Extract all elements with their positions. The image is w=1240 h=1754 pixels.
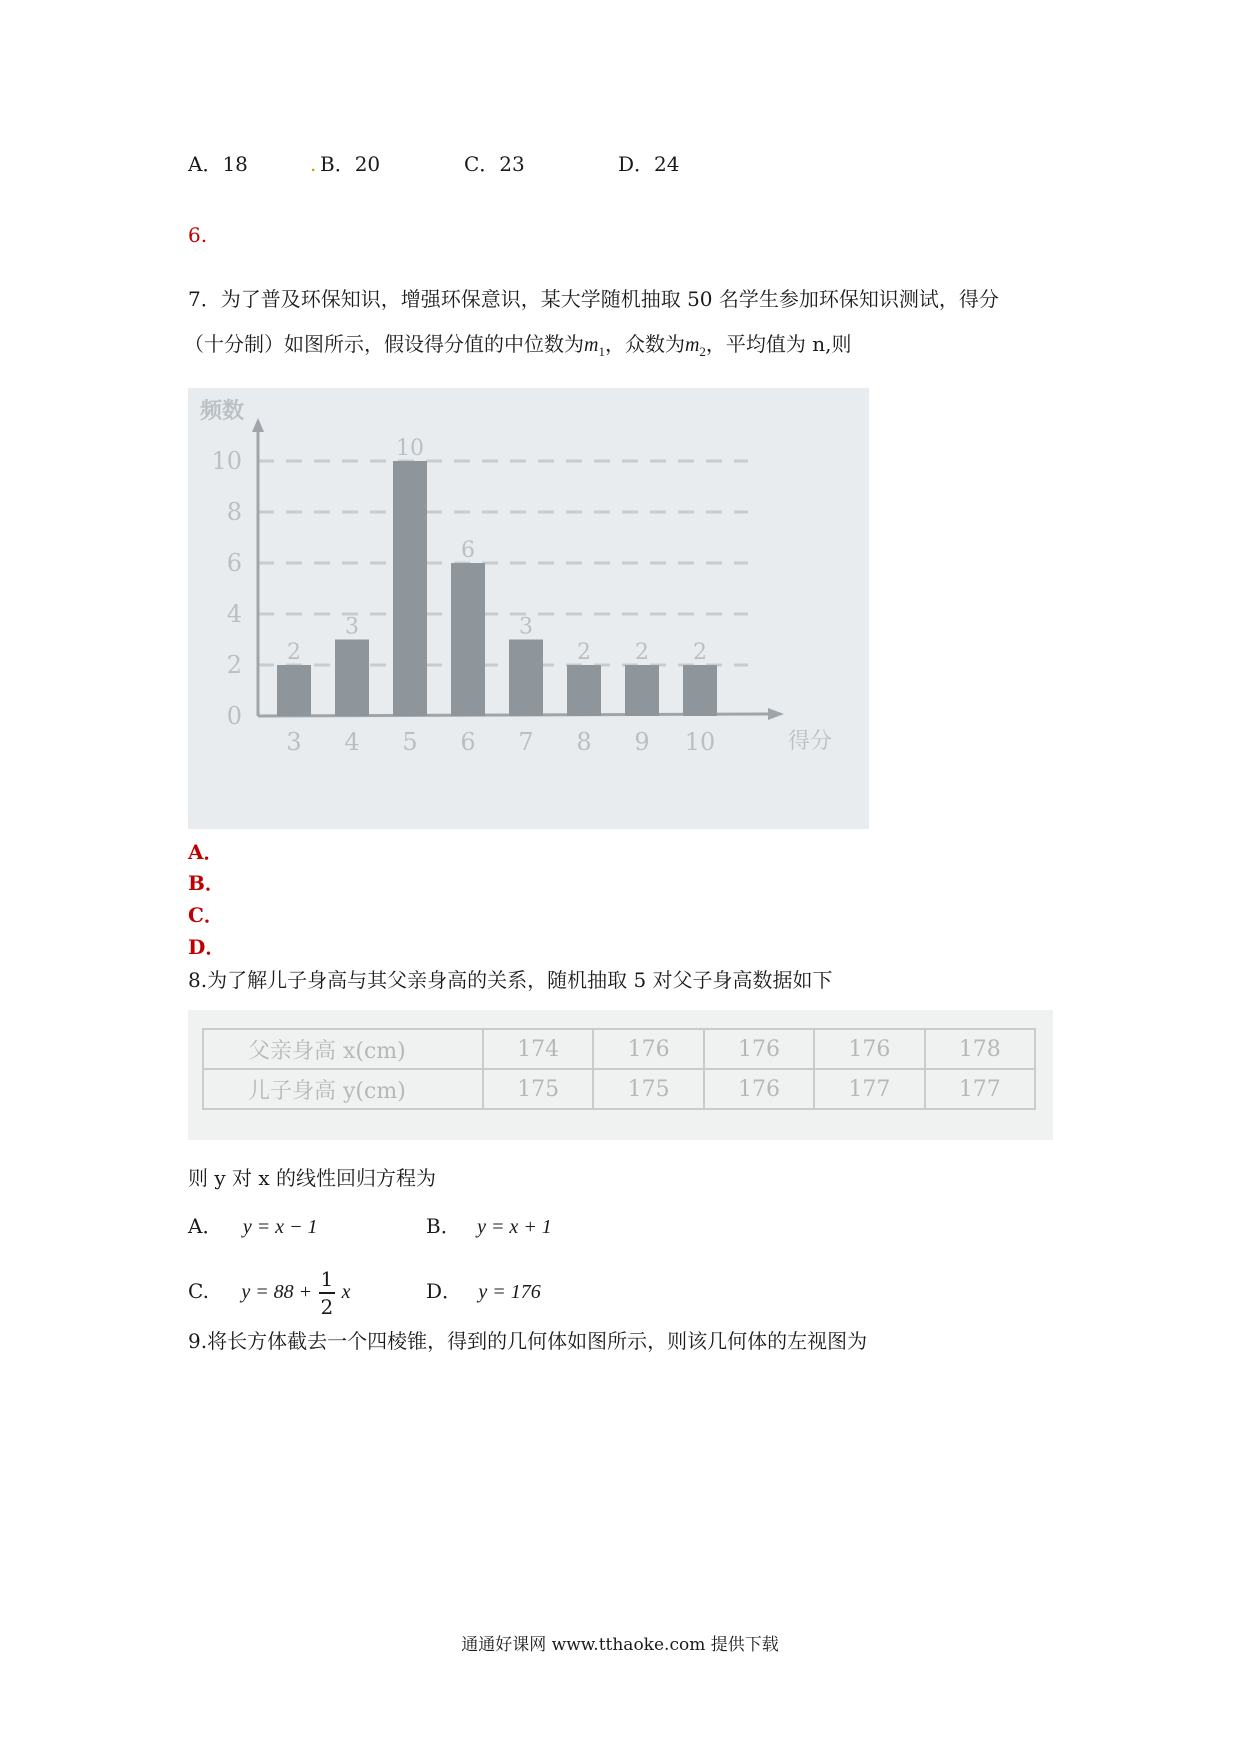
q6-option-b: B．20 [320,152,381,176]
bar-8 [567,665,601,716]
data-label: 10 [396,436,424,461]
bar-6 [451,563,485,716]
table-cell: 175 [483,1069,593,1109]
x-tick-label: 7 [518,728,534,756]
page-footer: 通通好课网 www.tthaoke.com 提供下载 [461,1635,779,1655]
table-cell: 175 [593,1069,703,1109]
data-label: 2 [287,640,301,665]
x-tick-label: 4 [344,728,360,756]
q7-m1-symbol: m [584,334,599,356]
table-cell: 176 [593,1029,703,1069]
x-tick-label: 5 [402,728,418,756]
q7-option-c: C． [188,903,224,927]
y-tick-label: 2 [226,651,242,679]
q7-line2 [184,330,852,366]
x-axis-arrow-icon [768,708,784,720]
q7-m2-sub: 2 [699,344,706,359]
data-label: 3 [519,614,533,640]
data-label: 3 [345,614,359,640]
table-cell: 176 [704,1069,814,1109]
score-frequency-chart [188,388,869,829]
q7-m2 [684,334,706,359]
q8-option-c-var: x [341,1281,351,1303]
table-cell: 178 [925,1029,1035,1069]
q8-option-a [188,1212,318,1241]
q8-option-d-label: D． [426,1279,463,1303]
x-tick-label: 3 [286,728,302,756]
bar-9 [625,665,659,716]
q7-line2-a: （十分制）如图所示，假设得分值的中位数为 [184,332,584,356]
q8-option-c-label: C. [188,1279,209,1303]
q6-option-c: C．23 [464,152,525,176]
q7-option-a: A． [188,840,224,864]
table-row-label: 儿子身高 y(cm) [203,1069,483,1109]
bar-7 [509,640,543,717]
bar-4 [335,640,369,717]
q6-option-d: D．24 [618,152,680,176]
q8-option-c-expr: y = 88 + [241,1281,313,1303]
table-cell: 174 [483,1029,593,1069]
table-row [203,1029,1035,1069]
chart-svg [188,388,869,829]
table-row [203,1069,1035,1109]
q8-option-a-label: A． [188,1214,223,1238]
x-tick-label: 10 [684,728,716,756]
x-tick-label: 9 [634,728,650,756]
bar-3 [277,665,311,716]
data-label: 2 [693,640,707,665]
table-cell: 177 [814,1069,924,1109]
bar-5 [393,461,427,716]
q7-m2-symbol: m [684,334,700,356]
y-tick-label: 4 [226,600,242,628]
table-cell: 176 [704,1029,814,1069]
q7-line2-c: ，平均值为 n,则 [705,332,852,356]
q8-option-d-expr: y = 176 [478,1281,541,1303]
table-row-label: 父亲身高 x(cm) [203,1029,483,1069]
height-data-table [202,1028,1036,1110]
q8-option-b-expr: y = x + 1 [477,1216,552,1238]
x-tick-label: 8 [576,728,592,756]
q8-option-d [426,1277,541,1306]
y-tick-label: 10 [211,447,242,475]
q9-text: 9.将长方体截去一个四棱锥，得到的几何体如图所示，则该几何体的左视图为 [188,1329,868,1353]
fraction-numerator: 1 [319,1266,336,1294]
y-tick-label: 0 [226,702,242,730]
q8-option-b [426,1212,552,1241]
q7-m1-sub: 1 [598,344,605,359]
bar-10 [683,665,717,716]
q8-intro: 8.为了解儿子身高与其父亲身高的关系，随机抽取 5 对父子身高数据如下 [188,968,833,992]
table-cell: 177 [925,1069,1035,1109]
data-label: 6 [461,538,475,563]
q8-option-c-fraction [319,1266,336,1320]
q7-line1: 7．为了普及环保知识，增强环保意识，某大学随机抽取 50 名学生参加环保知识测试，得分 [188,287,999,311]
q8-option-c [188,1262,351,1321]
y-tick-label: 8 [226,498,242,526]
q7-option-d: D． [188,935,226,959]
y-axis-label: 频数 [200,399,245,424]
q6-option-a: A．18 [188,152,248,176]
q7-option-b: B． [188,871,225,895]
y-axis-arrow-icon [252,418,264,432]
height-data-table-image [188,1010,1053,1140]
q6-option-b-dot: . [310,152,317,176]
y-tick-label: 6 [226,549,242,577]
data-label: 2 [635,640,649,665]
q7-m1 [584,334,605,359]
data-label: 2 [577,640,591,665]
q6-number: 6. [188,223,208,247]
q8-option-a-expr: y = x − 1 [242,1216,318,1238]
q7-line2-b: ，众数为 [604,332,685,356]
q8-question: 则 y 对 x 的线性回归方程为 [188,1166,437,1190]
x-tick-label: 6 [460,728,476,756]
fraction-denominator: 2 [320,1294,334,1319]
table-cell: 176 [814,1029,924,1069]
q8-option-b-label: B． [426,1214,461,1238]
x-axis-label: 得分 [788,729,833,754]
